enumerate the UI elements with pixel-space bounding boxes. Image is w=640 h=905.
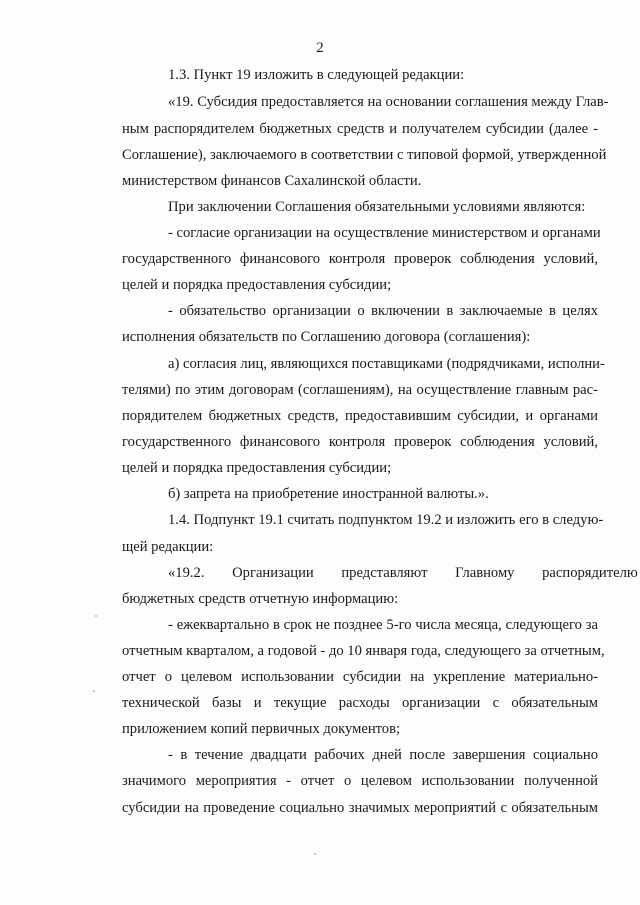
text-line: - ежеквартально в срок не позднее 5-го числа месяца, следующего за xyxy=(168,617,598,633)
text-line: телями) по этим договорам (соглашениям), на осуществление главным рас- xyxy=(122,382,598,398)
text-line: исполнения обязательств по Соглашению договора (соглашения): xyxy=(122,329,531,345)
text-line: субсидии на проведение социально значимых мероприятий с обязательным xyxy=(122,800,598,816)
text-line: значимого мероприятия - отчет о целевом использовании полученной xyxy=(122,773,598,789)
page-number: 2 xyxy=(316,40,324,56)
text-line: ным распорядителем бюджетных средств и получателем субсидии (далее - xyxy=(122,121,598,137)
text-line: бюджетных средств отчетную информацию: xyxy=(122,591,399,607)
text-line: Соглашение), заключаемого в соответствии с типовой формой, утвержденной xyxy=(122,147,607,163)
text-line: 1.3. Пункт 19 изложить в следующей редакции: xyxy=(168,67,465,83)
text-line: - обязательство организации о включении в заключаемые в целях xyxy=(168,303,598,319)
text-line: - в течение двадцати рабочих дней после завершения социально xyxy=(168,747,598,763)
text-line: приложением копий первичных документов; xyxy=(122,721,401,737)
text-line: - согласие организации на осуществление министерством и органами xyxy=(168,225,601,241)
text-line: целей и порядка предоставления субсидии; xyxy=(122,277,392,293)
text-line: государственного финансового контроля проверок соблюдения условий, xyxy=(122,434,598,450)
text-line: государственного финансового контроля проверок соблюдения условий, xyxy=(122,251,598,267)
text-line: порядителем бюджетных средств, предоставившим субсидии, и органами xyxy=(122,408,598,424)
text-line: «19. Субсидия предоставляется на основании соглашения между Глав- xyxy=(168,94,609,110)
text-line: министерством финансов Сахалинской области. xyxy=(122,173,422,189)
text-line: б) запрета на приобретение иностранной валюты.». xyxy=(168,486,489,502)
text-line: отчет о целевом использовании субсидии на укрепление материально- xyxy=(122,669,598,685)
text-line: При заключении Соглашения обязательными условиями являются: xyxy=(168,199,586,215)
text-line: отчетным кварталом, а годовой - до 10 января года, следующего за отчетным, xyxy=(122,643,605,659)
text-line: а) согласия лиц, являющихся поставщиками (подрядчиками, исполни- xyxy=(168,356,605,372)
text-line: целей и порядка предоставления субсидии; xyxy=(122,460,392,476)
scan-speck xyxy=(93,690,95,692)
scan-speck xyxy=(314,853,316,855)
text-line: технической базы и текущие расходы организации с обязательным xyxy=(122,695,598,711)
text-line: «19.2. Организации представляют Главному распорядителю xyxy=(168,565,638,581)
scan-speck xyxy=(95,615,97,617)
text-line: 1.4. Подпункт 19.1 считать подпунктом 19.2 и изложить его в следую- xyxy=(168,512,604,528)
text-line: щей редакции: xyxy=(122,539,214,555)
